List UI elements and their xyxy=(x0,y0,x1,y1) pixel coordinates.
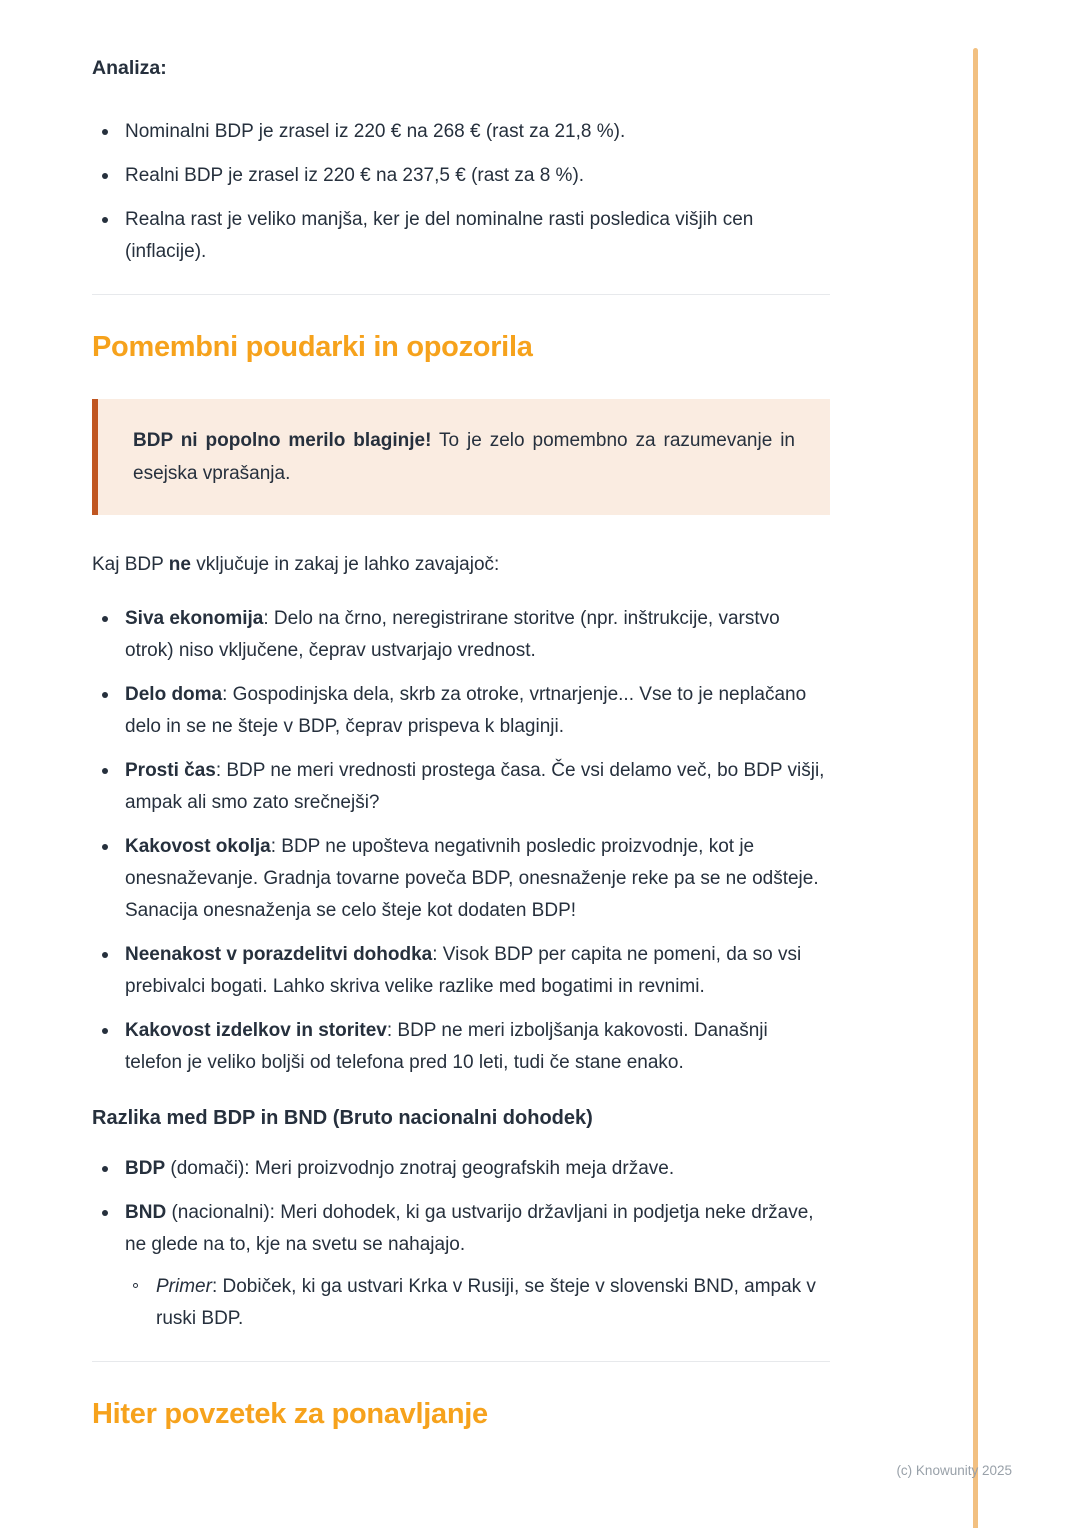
warning-callout xyxy=(92,399,830,515)
list-item-lead: Kakovost okolja xyxy=(125,836,271,857)
intro-suffix: vključuje in zakaj je lahko zavajajoč: xyxy=(190,554,500,575)
list-item xyxy=(92,160,830,192)
callout-rest-text: To je zelo pomembno za razumevanje in esejska vprašanja. xyxy=(133,430,795,484)
callout-text xyxy=(133,424,795,490)
section-divider xyxy=(92,1361,830,1362)
list-item-body: : BDP ne meri izboljšanja kakovosti. Današnji telefon je veliko boljši od telefona pred 10 leti, tudi če stane enako. xyxy=(125,1020,768,1073)
bdp-bnd-list xyxy=(92,1153,830,1335)
list-item-lead: Kakovost izdelkov in storitev xyxy=(125,1020,387,1041)
bullet-icon xyxy=(102,616,108,622)
intro-prefix: Kaj BDP xyxy=(92,554,169,575)
bullet-icon xyxy=(102,1210,108,1216)
highlights-list xyxy=(92,603,830,1079)
sublist-item-body: : Dobiček, ki ga ustvari Krka v Rusiji, se šteje v slovenski BND, ampak v ruski BDP. xyxy=(156,1276,816,1329)
list-item-body: (nacionalni): Meri dohodek, ki ga ustvarijo državljani in podjetja neke države, ne glede na to, kje na svetu se nahajajo. xyxy=(125,1202,814,1255)
bullet-icon xyxy=(102,173,108,179)
bdp-bnd-heading: Razlika med BDP in BND (Bruto nacionalni dohodek) xyxy=(92,1107,593,1129)
bullet-icon xyxy=(102,692,108,698)
section-divider xyxy=(92,294,830,295)
bullet-icon xyxy=(102,1028,108,1034)
copyright-note: (c) Knowunity 2025 xyxy=(896,1463,1012,1478)
intro-bold: ne xyxy=(168,554,191,575)
sublist-item-lead: Primer xyxy=(156,1276,212,1297)
example-sublist xyxy=(125,1271,830,1335)
list-item-lead: Neenakost v porazdelitvi dohodka xyxy=(125,944,433,965)
sublist-item xyxy=(125,1271,830,1335)
page-accent-line xyxy=(973,48,978,1528)
list-item-body: (domači): Meri proizvodnjo znotraj geografskih meja države. xyxy=(165,1158,675,1179)
list-item xyxy=(92,1153,830,1185)
bullet-icon xyxy=(102,844,108,850)
list-item-body: : Delo na črno, neregistrirane storitve (npr. inštrukcije, varstvo otrok) niso vključene, čeprav ustvarjajo vrednost. xyxy=(125,608,780,661)
analysis-heading: Analiza: xyxy=(92,57,167,79)
list-item-lead: Prosti čas xyxy=(125,760,216,781)
list-item-text: Nominalni BDP je zrasel iz 220 € na 268 € (rast za 21,8 %). xyxy=(125,121,626,142)
list-item-text xyxy=(125,1158,674,1179)
hollow-bullet-icon xyxy=(133,1283,138,1288)
list-item-text xyxy=(125,684,806,737)
list-item-lead: Siva ekonomija xyxy=(125,608,264,629)
list-item-body: : Gospodinjska dela, skrb za otroke, vrtnarjenje... Vse to je neplačano delo in se ne šteje v BDP, čeprav prispeva k blaginji. xyxy=(125,684,807,737)
list-item xyxy=(92,204,830,268)
list-item-body: : Visok BDP per capita ne pomeni, da so vsi prebivalci bogati. Lahko skriva velike razlike med bogatimi in revnimi. xyxy=(125,944,802,997)
list-item xyxy=(92,1015,830,1079)
list-item-text xyxy=(125,1202,814,1255)
list-item-text xyxy=(125,760,824,813)
summary-heading: Hiter povzetek za ponavljanje xyxy=(92,1398,488,1430)
highlights-heading: Pomembni poudarki in opozorila xyxy=(92,331,533,363)
bullet-icon xyxy=(102,952,108,958)
bullet-icon xyxy=(102,1166,108,1172)
analysis-list xyxy=(92,116,830,268)
list-item xyxy=(92,603,830,667)
callout-bold-text: BDP ni popolno merilo blaginje! xyxy=(133,430,432,451)
bullet-icon xyxy=(102,129,108,135)
list-item xyxy=(92,939,830,1003)
list-item-lead: BDP xyxy=(125,1158,166,1179)
list-item xyxy=(92,755,830,819)
list-item-lead: Delo doma xyxy=(125,684,223,705)
list-item-text xyxy=(125,1020,768,1073)
list-item-text xyxy=(125,944,801,997)
list-item xyxy=(92,679,830,743)
sublist-item-text xyxy=(156,1276,816,1329)
bullet-icon xyxy=(102,768,108,774)
list-item-text xyxy=(125,608,780,661)
list-item-lead: BND xyxy=(125,1202,167,1223)
list-item-text: Realni BDP je zrasel iz 220 € na 237,5 € (rast za 8 %). xyxy=(125,165,585,186)
list-item xyxy=(92,831,830,927)
list-item-body: : BDP ne upošteva negativnih posledic proizvodnje, kot je onesnaževanje. Gradnja tovarne poveča BDP, onesnaženje reke pa se ne odšteje. Sanacija onesnaženja se celo šteje kot dodaten BDP! xyxy=(125,836,819,921)
list-item-text: Realna rast je veliko manjša, ker je del nominalne rasti posledica višjih cen (inflacije). xyxy=(125,209,754,262)
list-item-text xyxy=(125,836,819,921)
list-item xyxy=(92,1197,830,1335)
list-item xyxy=(92,116,830,148)
bullet-icon xyxy=(102,217,108,223)
intro-paragraph xyxy=(92,549,830,581)
list-item-body: : BDP ne meri vrednosti prostega časa. Če vsi delamo več, bo BDP višji, ampak ali smo zato srečnejši? xyxy=(125,760,825,813)
document-content xyxy=(92,0,830,1432)
